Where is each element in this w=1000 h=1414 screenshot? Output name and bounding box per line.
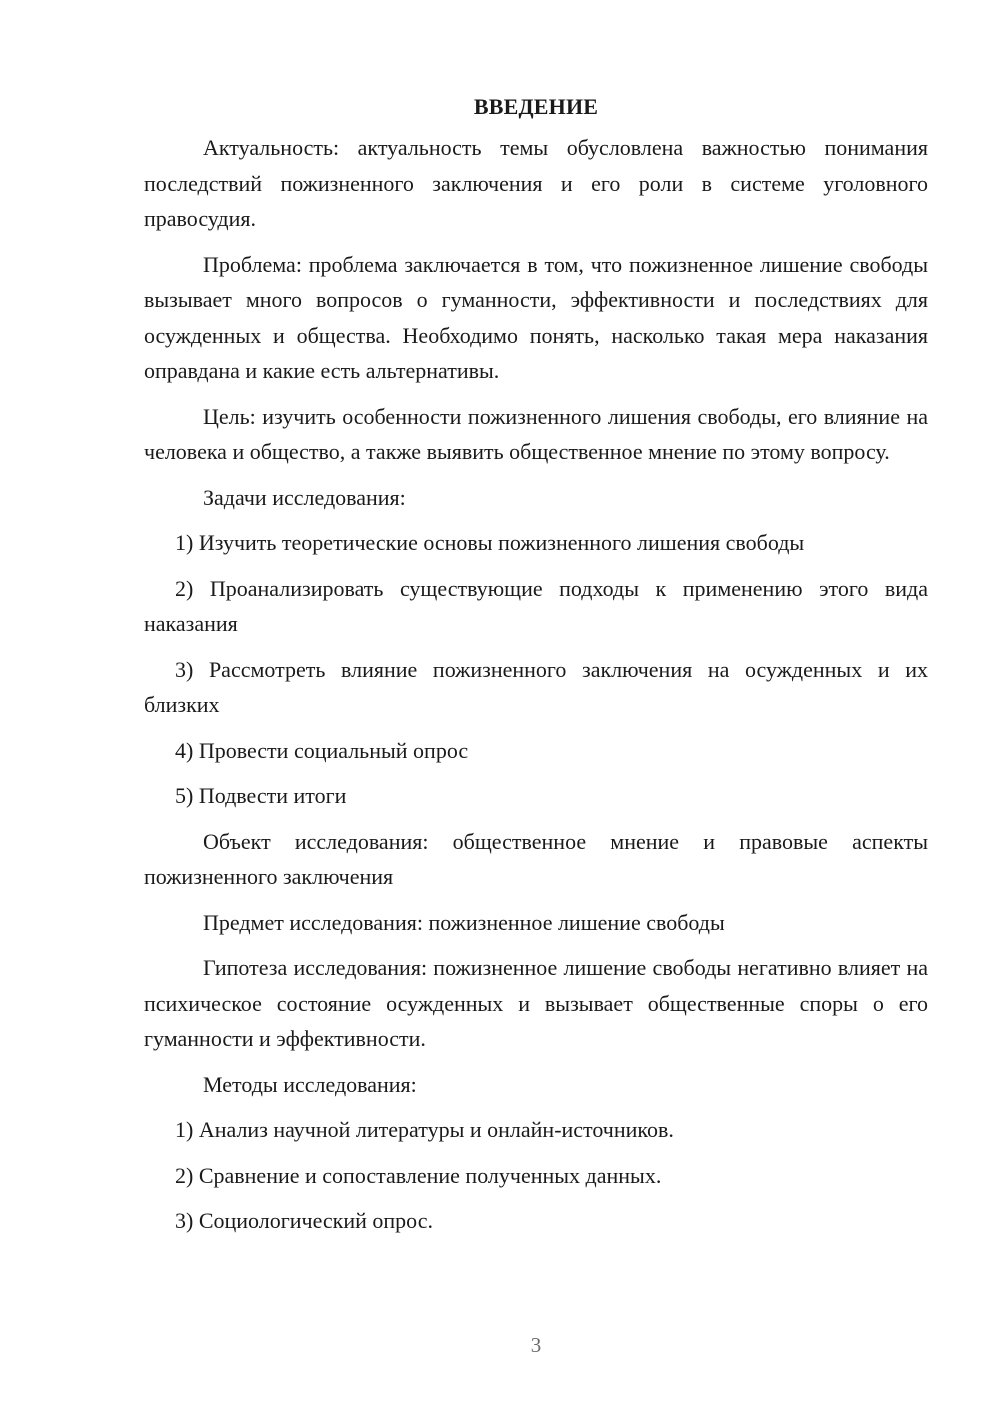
problem-paragraph: Проблема: проблема заключается в том, что пожизненное лишение свободы вызывает много вопросов о гуманности, эффективности и последствиях для осужденных и общества. Необходимо понять, насколько такая мера наказания оправдана и какие есть альтернативы. (144, 251, 928, 383)
task-item-1: 1) Изучить теоретические основы пожизненного лишения свободы (175, 530, 805, 555)
page-number: 3 (530, 1333, 542, 1357)
method-item-3: 3) Социологический опрос. (175, 1208, 433, 1233)
task-item-2: 2) Проанализировать существующие подходы к применению этого вида наказания (144, 575, 928, 636)
task-item-3: 3) Рассмотреть влияние пожизненного заключения на осужденных и их близких (144, 656, 928, 717)
relevance-paragraph: Актуальность: актуальность темы обусловлена важностью понимания последствий пожизненного заключения и его роли в системе уголовного правосудия. (144, 135, 928, 231)
method-item-1: 1) Анализ научной литературы и онлайн-источников. (175, 1117, 674, 1142)
goal-paragraph: Цель: изучить особенности пожизненного лишения свободы, его влияние на человека и общество, а также выявить общественное мнение по этому вопросу. (144, 403, 928, 464)
task-item-4: 4) Провести социальный опрос (175, 737, 469, 763)
method-item-2: 2) Сравнение и сопоставление полученных данных. (175, 1162, 662, 1188)
page-title: ВВЕДЕНИЕ (473, 94, 599, 119)
hypothesis-paragraph: Гипотеза исследования: пожизненное лишение свободы негативно влияет на психическое состояние осужденных и вызывает общественные споры о его гуманности и эффективности. (144, 955, 928, 1051)
object-paragraph: Объект исследования: общественное мнение и правовые аспекты пожизненного заключения (144, 828, 928, 889)
methods-heading: Методы исследования: (203, 1071, 417, 1097)
page-content (144, 94, 928, 1249)
tasks-heading: Задачи исследования: (203, 484, 406, 510)
task-item-5: 5) Подвести итоги (175, 783, 347, 808)
subject-paragraph: Предмет исследования: пожизненное лишение свободы (203, 909, 725, 935)
